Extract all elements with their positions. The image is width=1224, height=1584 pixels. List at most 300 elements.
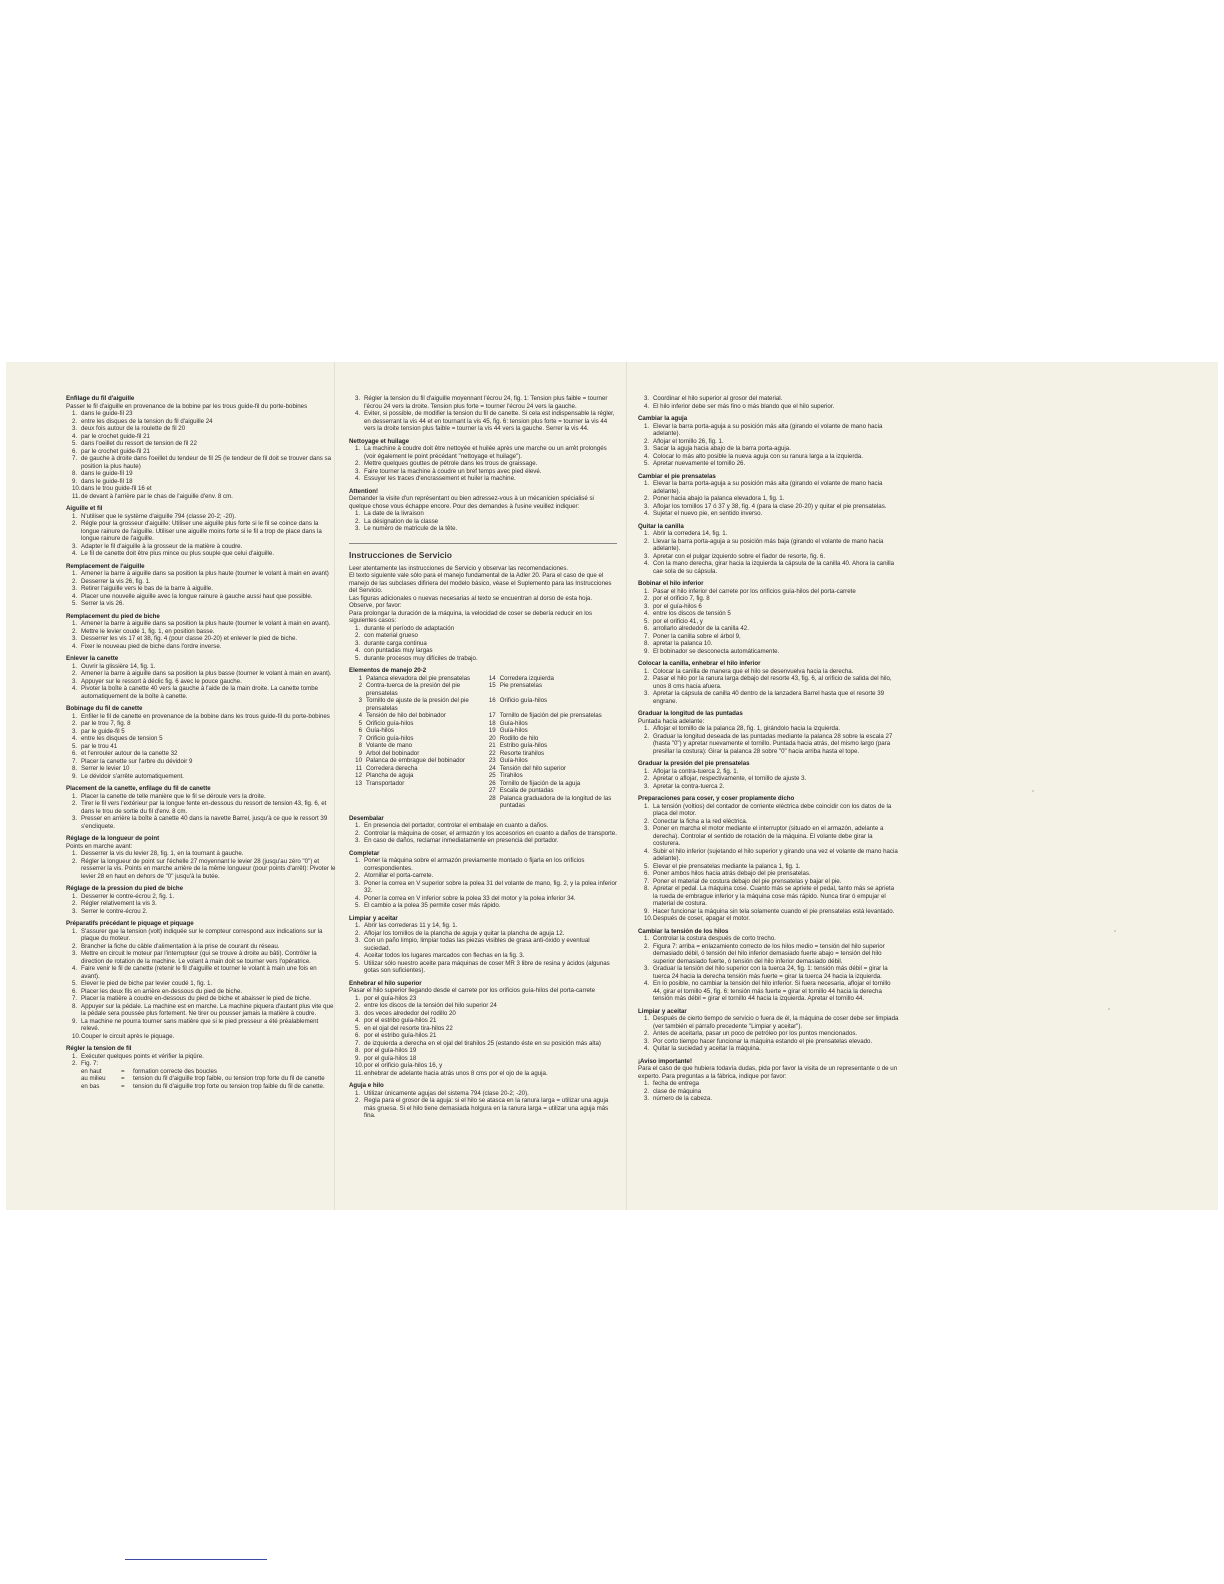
item-number: 1. — [644, 480, 650, 487]
item-number: 1. — [644, 530, 650, 537]
item-text: Poner la correa en V superior sobre la polea 31 del volante de mano, fig. 2, y la polea inferior 32. — [364, 879, 617, 894]
list-item — [349, 880, 617, 895]
list-item — [349, 460, 617, 468]
list-item — [66, 600, 336, 608]
list-item — [66, 678, 336, 686]
control-name: Arbol del bobinador — [366, 749, 420, 757]
item-text: Amener la barre à aiguille dans sa position la plus haute (tourner le volant à main en avant) — [81, 570, 329, 577]
list-item — [638, 648, 900, 656]
paragraph: Observe, por favor: — [349, 602, 402, 609]
list-item — [638, 768, 900, 776]
list-item — [66, 440, 336, 448]
list-item — [638, 1088, 900, 1096]
tension-value: tension du fil d'aiguille trop forte ou tension trop faible du fil de canette. — [133, 1082, 325, 1090]
item-number: 4. — [644, 452, 650, 460]
item-number: 1. — [644, 587, 650, 595]
item-number: 1. — [72, 662, 78, 670]
list-item — [66, 943, 336, 951]
control-number: 4 — [358, 712, 362, 719]
item-number: 10. — [644, 915, 653, 922]
list-item — [66, 1053, 336, 1061]
item-text: Appuyer sur la pédale. La machine est en marche. La machine piquera d'autant plus vite que la pédale sera poussée plus fortement. Ne tirer ou pousser jamais la matière à coudre. — [81, 1002, 334, 1017]
control-name — [366, 787, 483, 795]
item-text: Placer la canette de telle manière que le fil se déroule vers la droite. — [81, 792, 266, 800]
list-item — [349, 872, 617, 880]
control-number — [349, 787, 366, 795]
section-heading: Graduar la longitud de las puntadas — [638, 710, 743, 717]
list-item — [66, 570, 336, 578]
list-item — [638, 668, 900, 676]
control-name — [366, 795, 483, 810]
item-text: Aflojar el tornillo de la palanca 28, fig. 1, girándolo hacia la izquierda. — [653, 725, 841, 732]
item-text: Coordinar el hilo superior al grosor del material. — [653, 395, 783, 402]
item-number: 4. — [72, 592, 78, 600]
tension-value: formation correcte des boucles — [133, 1067, 217, 1075]
item-text: Apretar la contra-tuerca 2. — [653, 782, 725, 790]
edge-mark — [125, 1559, 267, 1560]
item-number: 3. — [644, 825, 650, 832]
item-text: número de la cabeza. — [653, 1095, 713, 1102]
item-text: par le crochet guide-fil 21 — [81, 432, 150, 440]
tension-eq: = — [121, 1082, 125, 1090]
item-text: entre los discos de tensión 5 — [653, 610, 731, 617]
paragraph: Leer atentamente las instrucciones de Servicio y observar las recomendaciones. — [349, 564, 569, 572]
list-item — [66, 425, 336, 433]
item-number: 3. — [72, 907, 78, 915]
item-number: 3. — [72, 950, 78, 957]
control-number: 19 — [488, 727, 496, 734]
list-item — [349, 525, 617, 533]
list-item — [638, 878, 900, 886]
item-text: Elevar la barra porta-aguja a su posición más alta (girando el volante de mano hacia adelante). — [653, 422, 883, 437]
item-text: Placer la canette sur l'arbre du dévidoir 9 — [81, 757, 193, 765]
item-number: 2. — [72, 577, 78, 585]
list-item — [66, 893, 336, 901]
item-text: de devant à l'arrière par le chas de l'aiguille d'env. 8 cm. — [81, 492, 233, 500]
item-number: 10. — [72, 485, 81, 492]
list-item — [349, 1032, 617, 1040]
tension-value: tension du fil d'aiguille trop faible, ou tension trop forte du fil de canette — [133, 1075, 325, 1082]
list-item — [638, 870, 900, 878]
item-text: por el guía-hilos 19 — [364, 1047, 417, 1054]
list-item — [638, 403, 900, 411]
item-text: Le dévidoir s'arrête automatiquement. — [81, 772, 184, 780]
item-text: El cambio a la polea 35 permite coser más rápido. — [364, 902, 501, 909]
item-text: Apretar nuevamente el tornillo 26. — [653, 460, 746, 467]
item-text: Régler relativement la vis 3. — [81, 900, 157, 907]
item-text: par le crochet guide-fil 21 — [81, 447, 150, 455]
item-number: 1. — [644, 767, 650, 775]
list-item — [349, 995, 617, 1003]
item-text: Llevar la barra porta-aguja a su posición más baja (girando el volante de mano hacia adelante). — [653, 537, 884, 552]
control-name: Tensión de hilo del bobinador — [366, 712, 446, 719]
item-number: 3. — [355, 639, 361, 647]
item-text: Essuyer les traces d'encrassement et huiler la machine. — [364, 475, 516, 482]
list-item — [349, 937, 617, 952]
item-text: La machine ne pourra tourner sans matière que si le pied presseur a été préalablement relevé. — [81, 1017, 319, 1032]
item-text: Abrir la corredera 14, fig. 1. — [653, 530, 728, 537]
item-text: Poner en marcha el motor mediante el interruptor (situado en el armazón, adelante a derecha). Controlar el sentido de rotación de la máquina. El volante debe girar la costurera. — [653, 825, 884, 847]
control-name: Transportador — [366, 779, 405, 787]
item-number: 4. — [355, 952, 361, 959]
item-text: Poner la correa en V inferior sobre la polea 33 del motor y la polea inferior 34. — [364, 894, 576, 902]
item-number: 3. — [355, 467, 361, 475]
manual-sheet — [6, 362, 1218, 1210]
item-number: 2. — [644, 817, 650, 825]
item-text: arrollarlo alrededor de la canilla 42. — [653, 625, 749, 632]
controls-row — [349, 712, 617, 720]
list-item — [349, 640, 617, 648]
control-number — [349, 795, 366, 810]
item-number: 6. — [355, 1032, 361, 1039]
list-item — [66, 735, 336, 743]
item-number: 2. — [355, 632, 361, 639]
list-item — [66, 418, 336, 426]
control-name: Orificio guía-hilos — [499, 697, 548, 704]
column-french-1 — [66, 395, 336, 1090]
item-text: por el guía-hilos 6 — [653, 602, 702, 610]
list-item — [66, 950, 336, 965]
item-text: El hilo inferior debe ser más fino o más blando que el hilo superior. — [653, 402, 835, 410]
section-heading: Cambiar la aguja — [638, 415, 688, 422]
item-text: Poner hacia abajo la palanca elevadora 1, fig. 1. — [653, 495, 785, 502]
list-item — [638, 625, 900, 633]
item-text: Después de coser, apagar el motor. — [653, 915, 750, 922]
list-item — [638, 775, 900, 783]
control-name: Tirahilos — [499, 772, 523, 779]
section-heading: Enhebrar el hilo superior — [349, 979, 422, 987]
item-number: 1. — [72, 570, 78, 577]
item-number: 5. — [355, 654, 361, 662]
item-number: 3. — [72, 585, 78, 592]
list-item — [638, 610, 900, 618]
item-text: par le trou 41 — [81, 742, 118, 750]
controls-row — [349, 727, 617, 735]
item-text: Colocar lo más alto posible la nueva aguja con su ranura larga a la izquierda. — [653, 452, 863, 460]
item-text: Mettre en circuit le moteur par l'interrupteur (qui se trouve à droite au bâti). Contrôler la direction de rotation de la machine. Le volant à main doit se tourner vers l'opératrice. — [81, 950, 317, 965]
item-text: Con la mano derecha, girar hacia la izquierda la cápsula de la canilla 40. Ahora la canilla cae sola de su cápsula. — [653, 560, 894, 575]
item-text: de gauche à droite dans l'oeillet du tendeur de fil 25 (le tendeur de fil doit se trouver dans sa position la plus haute) — [81, 455, 332, 470]
list-item — [638, 1030, 900, 1038]
item-text: Graduar la tensión del hilo superior con la tuerca 24, fig. 1: tensión más débil = girar la tuerca 24 hacia la derecha tensión más fuerte = girar la tuerca 24 hacia la izquierda. — [653, 965, 888, 980]
item-text: Ouvrir la glissière 14, fig. 1. — [81, 662, 156, 670]
item-text: Por corto tiempo hacer funcionar la máquina estando el pie prensatelas elevado. — [653, 1037, 873, 1045]
list-item — [638, 818, 900, 826]
list-item — [638, 603, 900, 611]
item-text: por el estribo guía-hilos 21 — [364, 1017, 437, 1024]
list-item — [638, 908, 900, 916]
item-text: Subir el hilo inferior (sujetando el hilo superior y girando una vez el volante de mano hacia adelante). — [653, 847, 898, 862]
controls-row — [349, 772, 617, 780]
item-number: 4. — [644, 510, 650, 517]
list-item — [638, 640, 900, 648]
controls-row — [349, 720, 617, 728]
list-item — [349, 1040, 617, 1048]
item-text: Figura 7: arriba = enlazamiento correcto de los hilos medio = tensión del hilo superior demasiado débil, ó tensión del hilo inferior demasiado fuerte abajo = tensión del hilo superior demasiado fuerte, ó tensión del hilo inferior demasiado débil. — [653, 942, 885, 965]
section-heading: Limpiar y aceitar — [349, 914, 398, 922]
item-number: 4. — [644, 610, 650, 617]
item-number: 6. — [72, 987, 78, 995]
control-number: 16 — [488, 697, 496, 704]
section-heading: Nettoyage et huilage — [349, 437, 410, 445]
item-number: 2. — [644, 595, 650, 602]
item-text: Mettre le levier coudé 1, fig. 1, en position basse. — [81, 627, 215, 635]
section-heading: Régler la tension de fil — [66, 1045, 132, 1052]
item-number: 1. — [355, 624, 361, 632]
item-number: 2. — [644, 437, 650, 445]
item-number: 3. — [355, 879, 361, 887]
control-name: Tensión del hilo superior — [499, 764, 566, 772]
tension-table — [66, 1068, 336, 1091]
item-number: 2. — [72, 857, 78, 865]
item-number: 1. — [72, 620, 78, 627]
item-text: dos veces alrededor del rodillo 20 — [364, 1009, 456, 1017]
section-heading: ¡Aviso importante! — [638, 1057, 693, 1065]
item-number: 1. — [355, 857, 361, 864]
item-number: 8. — [72, 1002, 78, 1010]
item-number: 4. — [355, 894, 361, 902]
item-text: Pivoter la boîte à canette 40 vers la gauche à l'aide de la main droite. La canette tombe automatiquement de la boîte à canette. — [81, 685, 319, 700]
item-number: 1. — [72, 927, 78, 935]
item-text: Le fil de canette doit être plus mince ou plus souple que celui d'aiguille. — [81, 550, 275, 557]
list-item — [349, 468, 617, 476]
control-number: 7 — [358, 734, 362, 742]
list-item — [66, 578, 336, 586]
control-number: 10 — [355, 757, 362, 764]
item-number: 5. — [644, 862, 650, 870]
item-number: 5. — [72, 742, 78, 750]
list-item — [638, 1080, 900, 1088]
list-item — [349, 822, 617, 830]
list-item — [638, 595, 900, 603]
control-name: Pie prensatelas — [499, 682, 543, 689]
item-text: por el orificio guía-hilos 16, y — [364, 1062, 443, 1069]
item-number: 1. — [72, 1052, 78, 1060]
item-number: 3. — [644, 1037, 650, 1045]
control-number: 24 — [488, 764, 496, 772]
list-item — [66, 800, 336, 815]
list-item — [66, 628, 336, 636]
item-text: enhebrar de adelante hacia atrás unos 8 cms por el ojo de la aguja. — [364, 1069, 548, 1077]
section-heading: Cambiar la tensión de los hilos — [638, 927, 729, 935]
item-text: Amener la barre à aiguille dans sa position la plus basse (tourner le volant à main en avant). — [81, 670, 332, 677]
controls-row — [349, 750, 617, 758]
item-text: Regla para el grosor de la aguja: si el hilo se atasca en la ranura larga = utilizar una aguja más gruesa. Si el hilo tiene demasiada holgura en la ranura larga = utilizar una aguja más fina. — [364, 1097, 609, 1119]
item-text: Elevar la barra porta-aguja a su posición más alta (girando el volante de mano hacia adelante). — [653, 480, 883, 495]
item-text: Adapter le fil d'aiguille à la grosseur de la matière à coudre. — [81, 542, 243, 550]
item-number: 1. — [72, 712, 78, 720]
item-text: Pasar el hilo por la ranura larga debajo del resorte 43, fig. 6, al orificio de salida del hilo, unos 8 cms hacia afuera. — [653, 675, 892, 690]
list-item — [349, 857, 617, 872]
item-number: 6. — [644, 870, 650, 877]
item-number: 2. — [644, 537, 650, 545]
list-item — [638, 935, 900, 943]
item-number: 8. — [355, 1047, 361, 1054]
item-number: 6. — [72, 750, 78, 757]
list-item — [66, 908, 336, 916]
item-number: 3. — [72, 815, 78, 822]
item-number: 3. — [644, 782, 650, 790]
list-item — [66, 685, 336, 700]
item-text: Sacar la aguja hacia abajo de la barra porta-aguja. — [653, 445, 791, 452]
item-number: 4. — [72, 550, 78, 557]
item-number: 2. — [355, 460, 361, 467]
item-number: 3. — [72, 677, 78, 685]
section-heading: Aiguille et fil — [66, 505, 103, 512]
item-number: 4. — [72, 685, 78, 692]
list-item — [66, 850, 336, 858]
list-item — [638, 915, 900, 923]
list-item — [638, 633, 900, 641]
list-item — [349, 1017, 617, 1025]
item-text: Abrir las correderas 11 y 14, fig. 1. — [364, 922, 458, 929]
item-number: 6. — [72, 447, 78, 455]
item-number: 3. — [644, 602, 650, 610]
item-text: deux fois autour de la roulette de fil 20 — [81, 425, 186, 432]
item-text: Utilizar únicamente agujas del sistema 794 (clase 20-2; -20). — [364, 1089, 529, 1097]
item-number: 2. — [72, 520, 78, 527]
item-number: 4. — [355, 1017, 361, 1024]
control-name: Orificio guía-hilos — [366, 734, 414, 742]
item-number: 2. — [644, 732, 650, 740]
item-text: durante carga continua — [364, 639, 427, 647]
list-item — [349, 510, 617, 518]
item-text: En lo posible, no cambiar la tensión del hilo inferior. Si fuera necesaria, aflojar el tornillo 44, girar el tornillo 45, fig. 6: tensión más fuerte = girar el tornillo 44 hacia la derecha tensión más débil = girar el tornillo 44 hacia la izquierda. Apretar el tornillo 44. — [653, 980, 891, 1002]
list-item — [349, 1010, 617, 1018]
controls-row — [349, 735, 617, 743]
item-text: Atornillar el porta-carrete. — [364, 872, 434, 879]
controls-row — [349, 742, 617, 750]
list-item — [638, 725, 900, 733]
list-item — [66, 663, 336, 671]
item-text: La tensión (voltios) del contador de corriente eléctrica debe coincidir con los datos de la placa del motor. — [653, 802, 892, 817]
control-name: Corredera izquierda — [499, 674, 554, 682]
item-number: 1. — [72, 410, 78, 417]
tension-key: en bas — [81, 1082, 100, 1090]
control-name: Guía-hilos — [499, 719, 528, 727]
control-number: 26 — [488, 779, 496, 787]
control-name: Guía-hilos — [366, 727, 394, 734]
item-text: Con un paño limpio, limpiar todas las piezas visibles de grasa anti-óxido y eventual suciedad. — [364, 937, 590, 952]
list-item — [638, 1045, 900, 1053]
item-text: Elevar el pie prensatelas mediante la palanca 1, fig. 1. — [653, 862, 801, 870]
item-number: 3. — [355, 837, 361, 844]
list-item — [349, 1090, 617, 1098]
item-number: 3. — [644, 445, 650, 452]
item-text: entre les disques de tension 5 — [81, 735, 163, 742]
item-text: Desserrer la vis du levier 28, fig. 1, en la tournant à gauche. — [81, 850, 244, 857]
item-number: 4. — [644, 980, 650, 987]
item-text: Retirer l'aiguille vers le bas de la barre à aiguille. — [81, 585, 213, 592]
item-text: Sujetar el nuevo pie, en sentido inverso. — [653, 510, 763, 517]
item-text: Conectar la ficha a la red eléctrica. — [653, 817, 748, 825]
list-item — [638, 445, 900, 453]
item-text: con material grueso — [364, 632, 418, 639]
item-text: Faire tourner la machine à coudre un bref temps avec pied élevé. — [364, 467, 542, 475]
section-heading: Colocar la canilla, enhebrar el hilo inferior — [638, 660, 761, 667]
item-number: 9. — [644, 907, 650, 915]
item-number: 1. — [355, 922, 361, 929]
item-number: 3. — [644, 690, 650, 697]
item-number: 4. — [72, 735, 78, 742]
item-text: Serrer le contre-écrou 2. — [81, 907, 148, 915]
item-number: 8. — [72, 765, 78, 772]
item-number: 1. — [355, 510, 361, 517]
list-item — [66, 513, 336, 521]
list-item — [66, 620, 336, 628]
control-number: 1 — [358, 674, 362, 682]
list-item — [638, 423, 900, 438]
item-number: 2. — [72, 417, 78, 425]
item-number: 5. — [355, 959, 361, 967]
item-text: entre les disques de la tension du fil d'aiguille 24 — [81, 417, 213, 425]
control-name: Orificio guía-hilos — [366, 719, 414, 727]
spanish-title: Instrucciones de Servicio — [349, 549, 452, 560]
item-text: Enfiler le fil de canette en provenance de la bobine dans les trous guide-fil du porte-bobines — [81, 712, 330, 720]
controls-row — [349, 787, 617, 795]
control-name: Palanca elevadora del pie prensatelas — [366, 674, 471, 682]
section-heading: Réglage de la longueur de point — [66, 835, 160, 842]
control-number: 23 — [488, 757, 496, 764]
item-text: et l'enrouler autour de la canette 32 — [81, 750, 178, 757]
item-number: 9. — [72, 772, 78, 780]
item-number: 9. — [72, 1017, 78, 1025]
section-heading: Desembalar — [349, 814, 384, 822]
list-item — [66, 1033, 336, 1041]
item-number: 2. — [355, 872, 361, 879]
list-item — [349, 410, 617, 433]
item-number: 4. — [72, 432, 78, 440]
list-item — [638, 783, 900, 791]
list-item — [638, 885, 900, 908]
control-name: Plancha de aguja — [366, 772, 414, 779]
list-item — [638, 848, 900, 863]
item-number: 10. — [355, 1062, 364, 1069]
item-text: Tirer le fil vers l'extérieur par la longue fente en-dessous du ressort de tension 43, fig. 6, et dans le trou de sortie du fil d'env. 8 cm. — [81, 800, 327, 815]
item-number: 9. — [355, 1054, 361, 1062]
section-heading: Elementos de manejo 20-2 — [349, 667, 427, 674]
section-heading: Bobinar el hilo inferior — [638, 580, 704, 587]
list-item — [349, 830, 617, 838]
item-text: par le guide-fil 5 — [81, 727, 125, 735]
controls-row — [349, 675, 617, 683]
item-text: Exécuter quelques points et vérifier la piqûre. — [81, 1052, 204, 1060]
item-text: Serrer la vis 26. — [81, 600, 124, 607]
item-text: Controlar la costura después de corto trecho. — [653, 935, 776, 942]
item-text: Elever le pied de biche par levier coudé 1, fig. 1. — [81, 980, 213, 987]
list-item — [638, 460, 900, 468]
item-number: 3. — [72, 635, 78, 642]
item-number: 1. — [355, 994, 361, 1002]
control-number: 12 — [355, 772, 362, 779]
list-item — [638, 803, 900, 818]
section-heading: Enlever la canette — [66, 655, 119, 662]
list-item — [349, 1097, 617, 1120]
item-text: por el estribo guía-hilos 21 — [364, 1032, 437, 1039]
list-item — [638, 538, 900, 553]
list-item — [349, 1047, 617, 1055]
item-text: Poner ambos hilos hacia atrás debajo del pie prensatelas. — [653, 870, 811, 877]
column-spanish-2 — [638, 395, 900, 1103]
item-number: 2. — [355, 929, 361, 937]
item-number: 4. — [72, 965, 78, 972]
item-number: 1. — [644, 802, 650, 810]
paragraph: El texto siguiente vale sólo para el manejo fundamental de la Adler 20. Para el caso de que el manejo de las subclases difiriera del modelo básico, véase el Suplemento para las Instrucciones del Servicio. — [349, 572, 612, 594]
item-text: Eviter, si possible, de modifier la tension du fil de canette. Si cela est indispensable la régler, en desserrant la vis 44 et en tournant la vis 45, fig. 6: tension plus forte = tourner la vis 44 vers la droite tension plus faible = tourner la vis 44 vers la gauche. Serrer la vis 44. — [364, 410, 615, 432]
list-item — [349, 837, 617, 845]
item-text: en el ojal del resorte tira-hilos 22 — [364, 1024, 453, 1032]
item-number: 1. — [644, 1015, 650, 1022]
